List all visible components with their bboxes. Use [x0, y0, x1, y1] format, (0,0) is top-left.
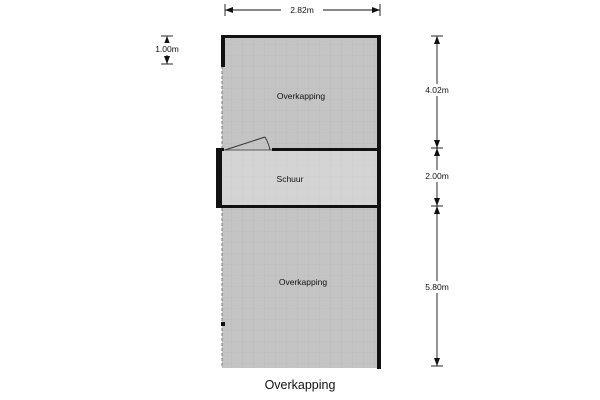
- arrow-r2-bottom: [434, 198, 440, 206]
- dimension-label-width: 2.82m: [290, 5, 314, 15]
- dimension-label-upper: 4.02m: [425, 85, 449, 95]
- wall-schuur-left: [216, 148, 222, 208]
- room-label-schuur: Schuur: [276, 174, 304, 184]
- arrow-top-left: [225, 7, 233, 13]
- arrow-r2-top: [434, 148, 440, 156]
- wall-schuur-bottom: [216, 205, 380, 208]
- dimension-label-offset: 1.00m: [155, 44, 179, 54]
- arrow-top-right: [372, 7, 380, 13]
- dimension-label-middle: 2.00m: [425, 171, 449, 181]
- floor-lower-grid: [222, 206, 378, 368]
- arrow-r3-top: [434, 206, 440, 214]
- plan-caption: Overkapping: [264, 378, 336, 392]
- wall-right: [377, 35, 381, 369]
- wall-schuur-top-right: [272, 148, 380, 151]
- arrow-left-top: [164, 36, 170, 44]
- wall-schuur-top-left: [216, 148, 224, 151]
- wall-top: [221, 35, 381, 38]
- arrow-r1-bottom: [434, 140, 440, 148]
- wall-top-left-stub: [221, 35, 225, 67]
- arrow-r3-bottom: [434, 358, 440, 366]
- room-label-upper: Overkapping: [276, 91, 326, 101]
- room-label-lower: Overkapping: [278, 277, 328, 287]
- arrow-left-bottom: [164, 56, 170, 64]
- arrow-r1-top: [434, 36, 440, 44]
- post-marker: [221, 322, 225, 326]
- dimension-label-lower: 5.80m: [425, 282, 449, 292]
